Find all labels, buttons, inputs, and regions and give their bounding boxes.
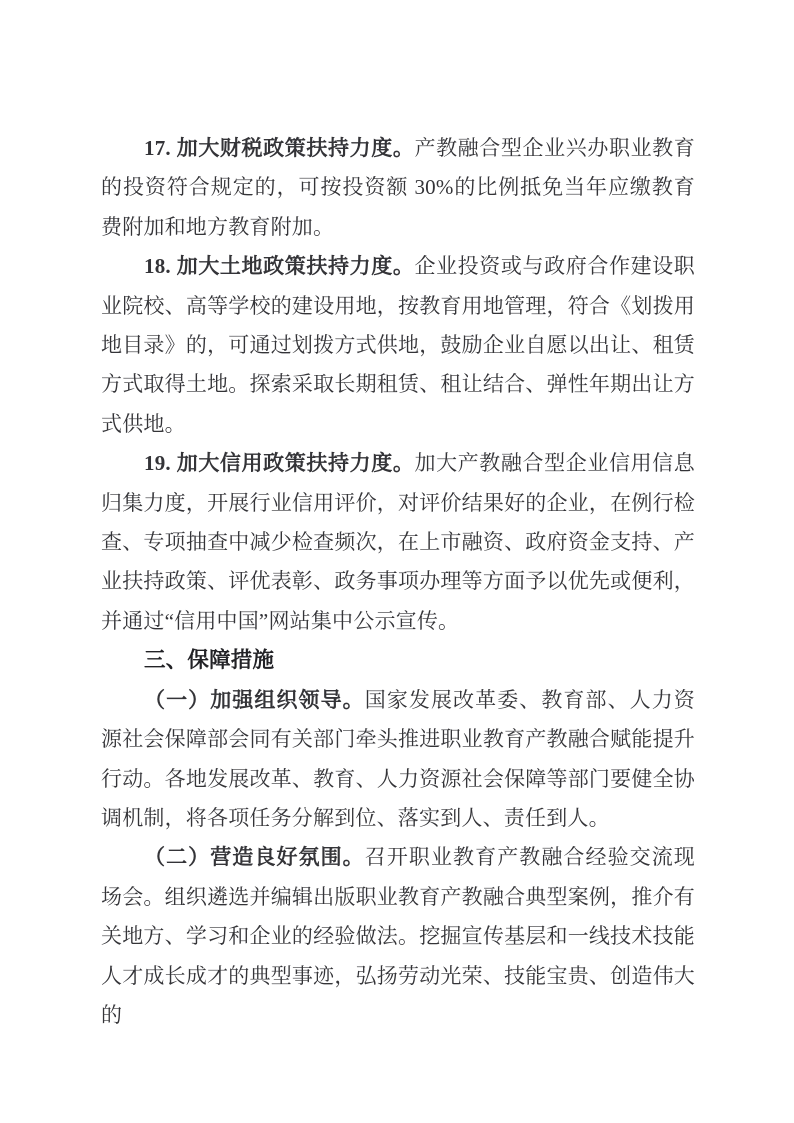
section-heading-safeguard-measures: 三、保障措施 — [144, 648, 275, 673]
paragraph-item-19-lead: 19. 加大信用政策扶持力度。 — [144, 451, 415, 476]
paragraph-sub-1 — [101, 681, 695, 839]
paragraph-item-18 — [101, 247, 695, 444]
paragraph-item-17-text: 产教融合型企业兴办职业教育的投资符合规定的，可按投资额 30%的比例抵免当年应缴教育费附加和地方教育附加。 — [101, 136, 695, 239]
paragraph-sub-2-lead: （二）营造良好氛围。 — [144, 845, 365, 870]
paragraph-item-18-text: 企业投资或与政府合作建设职业院校、高等学校的建设用地，按教育用地管理，符合《划拨用地目录》的，可通过划拨方式供地，鼓励企业自愿以出让、租赁方式取得土地。探索采取长期租赁、租让结合、弹性年期出让方式供地。 — [101, 254, 695, 436]
paragraph-sub-2 — [101, 838, 695, 1035]
paragraph-sub-2-text: 召开职业教育产教融合经验交流现场会。组织遴选并编辑出版职业教育产教融合典型案例，推介有关地方、学习和企业的经验做法。挖掘宣传基层和一线技术技能人才成长成才的典型事迹，弘扬劳动光荣、技能宝贵、创造伟大的 — [101, 845, 695, 1027]
paragraph-item-19-text: 加大产教融合型企业信用信息归集力度，开展行业信用评价，对评价结果好的企业，在例行检查、专项抽查中减少检查频次，在上市融资、政府资金支持、产业扶持政策、评优表彰、政务事项办理等方面予以优先或便利，并通过“信用中国”网站集中公示宣传。 — [101, 451, 695, 633]
paragraph-item-18-lead: 18. 加大土地政策扶持力度。 — [144, 254, 415, 279]
paragraph-item-19 — [101, 444, 695, 641]
paragraph-item-17 — [101, 129, 695, 247]
paragraph-item-17-lead: 17. 加大财税政策扶持力度。 — [144, 136, 415, 160]
document-body — [101, 129, 695, 1035]
paragraph-sub-1-lead: （一）加强组织领导。 — [144, 687, 365, 712]
paragraph-sub-1-text: 国家发展改革委、教育部、人力资源社会保障部会同有关部门牵头推进职业教育产教融合赋能提升行动。各地发展改革、教育、人力资源社会保障等部门要健全协调机制，将各项任务分解到位、落实到人、责任到人。 — [101, 687, 695, 830]
